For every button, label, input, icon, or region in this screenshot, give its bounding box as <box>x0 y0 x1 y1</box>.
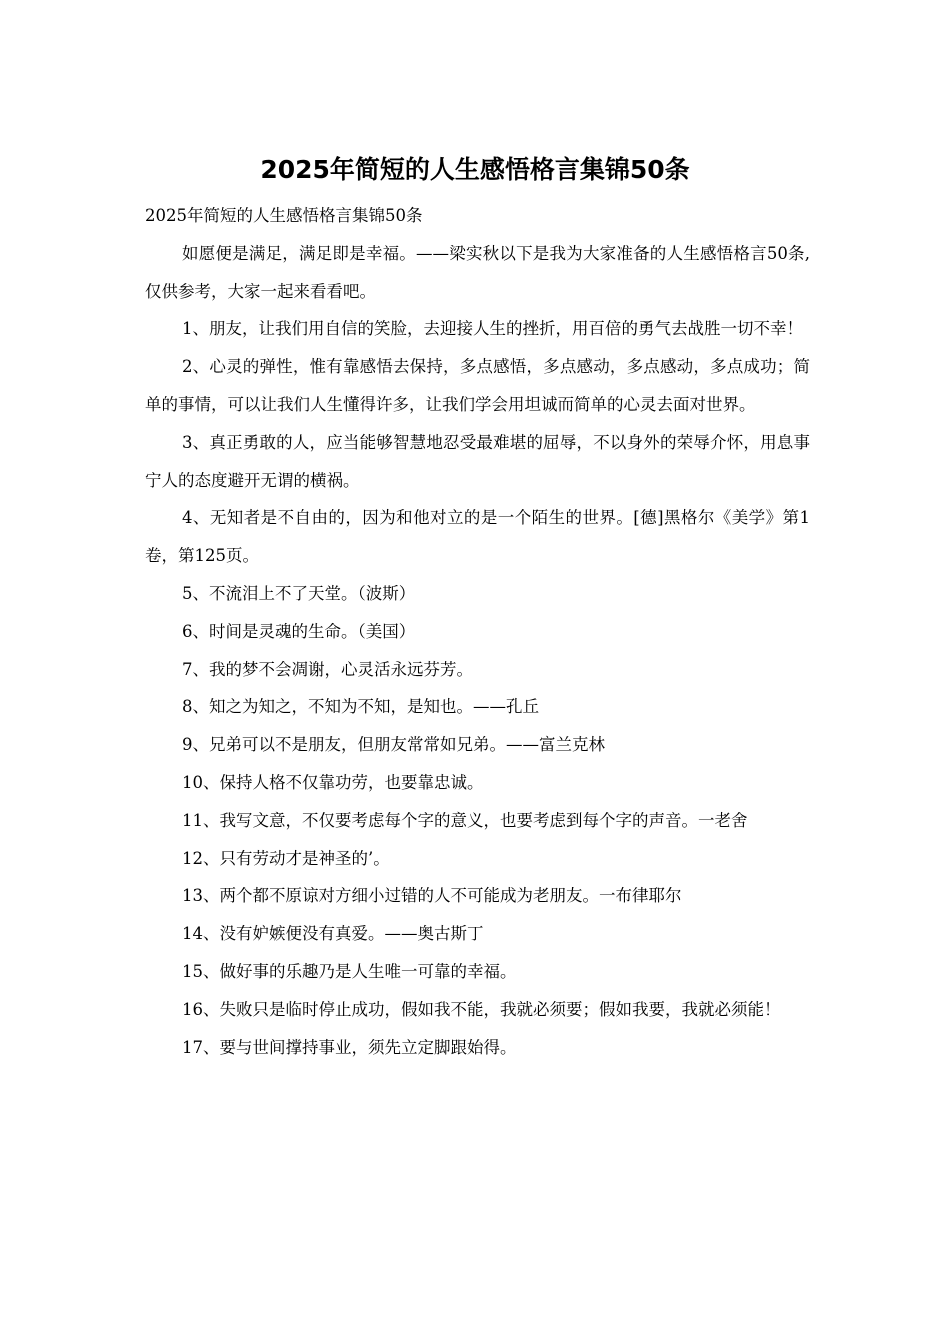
quote-item: 11、我写文意，不仅要考虑每个字的意义，也要考虑到每个字的声音。一老舍 <box>182 810 748 830</box>
quote-item: 5、不流泪上不了天堂。（波斯） <box>182 583 416 603</box>
quote-item: 7、我的梦不会凋谢，心灵活永远芬芳。 <box>182 659 473 679</box>
quote-item: 10、保持人格不仅靠功劳，也要靠忠诚。 <box>182 772 484 792</box>
quote-item: 17、要与世间撑持事业，须先立定脚跟始得。 <box>182 1037 517 1057</box>
quote-item: 14、没有妒嫉便没有真爱。——奥古斯丁 <box>182 924 484 944</box>
quote-item: 6、时间是灵魂的生命。（美国） <box>182 621 416 641</box>
quote-item: 9、兄弟可以不是朋友，但朋友常常如兄弟。——富兰克林 <box>182 735 605 755</box>
quote-item: 4、无知者是不自由的，因为和他对立的是一个陌生的世界。[德]黑格尔《美学》第1卷，第125页。 <box>145 508 810 566</box>
quote-item: 2、心灵的弹性，惟有靠感悟去保持，多点感悟，多点感动，多点感动，多点成功；简单的事情，可以让我们人生懂得许多，让我们学会用坦诚而简单的心灵去面对世界。 <box>145 357 810 414</box>
quote-item: 8、知之为知之，不知为不知，是知也。——孔丘 <box>182 697 539 717</box>
intro-paragraph: 如愿便是满足，满足即是幸福。——梁实秋以下是我为大家准备的人生感悟格言50条,仅供参考，大家一起来看看吧。 <box>145 243 810 301</box>
quote-item: 16、失败只是临时停止成功，假如我不能，我就必须要；假如我要，我就必须能！ <box>182 999 781 1019</box>
document-title: 2025年简短的人生感悟格言集锦50条 <box>260 155 690 184</box>
document-subtitle: 2025年简短的人生感悟格言集锦50条 <box>145 206 423 225</box>
quote-item: 15、做好事的乐趣乃是人生唯一可靠的幸福。 <box>182 961 517 981</box>
document-body <box>145 197 810 1066</box>
quote-item: 13、两个都不原谅对方细小过错的人不可能成为老朋友。一布律耶尔 <box>182 886 682 906</box>
quote-item: 1、朋友，让我们用自信的笑脸，去迎接人生的挫折，用百倍的勇气去战胜一切不幸！ <box>182 319 803 339</box>
quote-item: 12、只有劳动才是神圣的’。 <box>182 848 390 868</box>
quote-item: 3、真正勇敢的人，应当能够智慧地忍受最难堪的屈辱，不以身外的荣辱介怀，用息事宁人的态度避开无谓的横祸。 <box>145 432 810 490</box>
